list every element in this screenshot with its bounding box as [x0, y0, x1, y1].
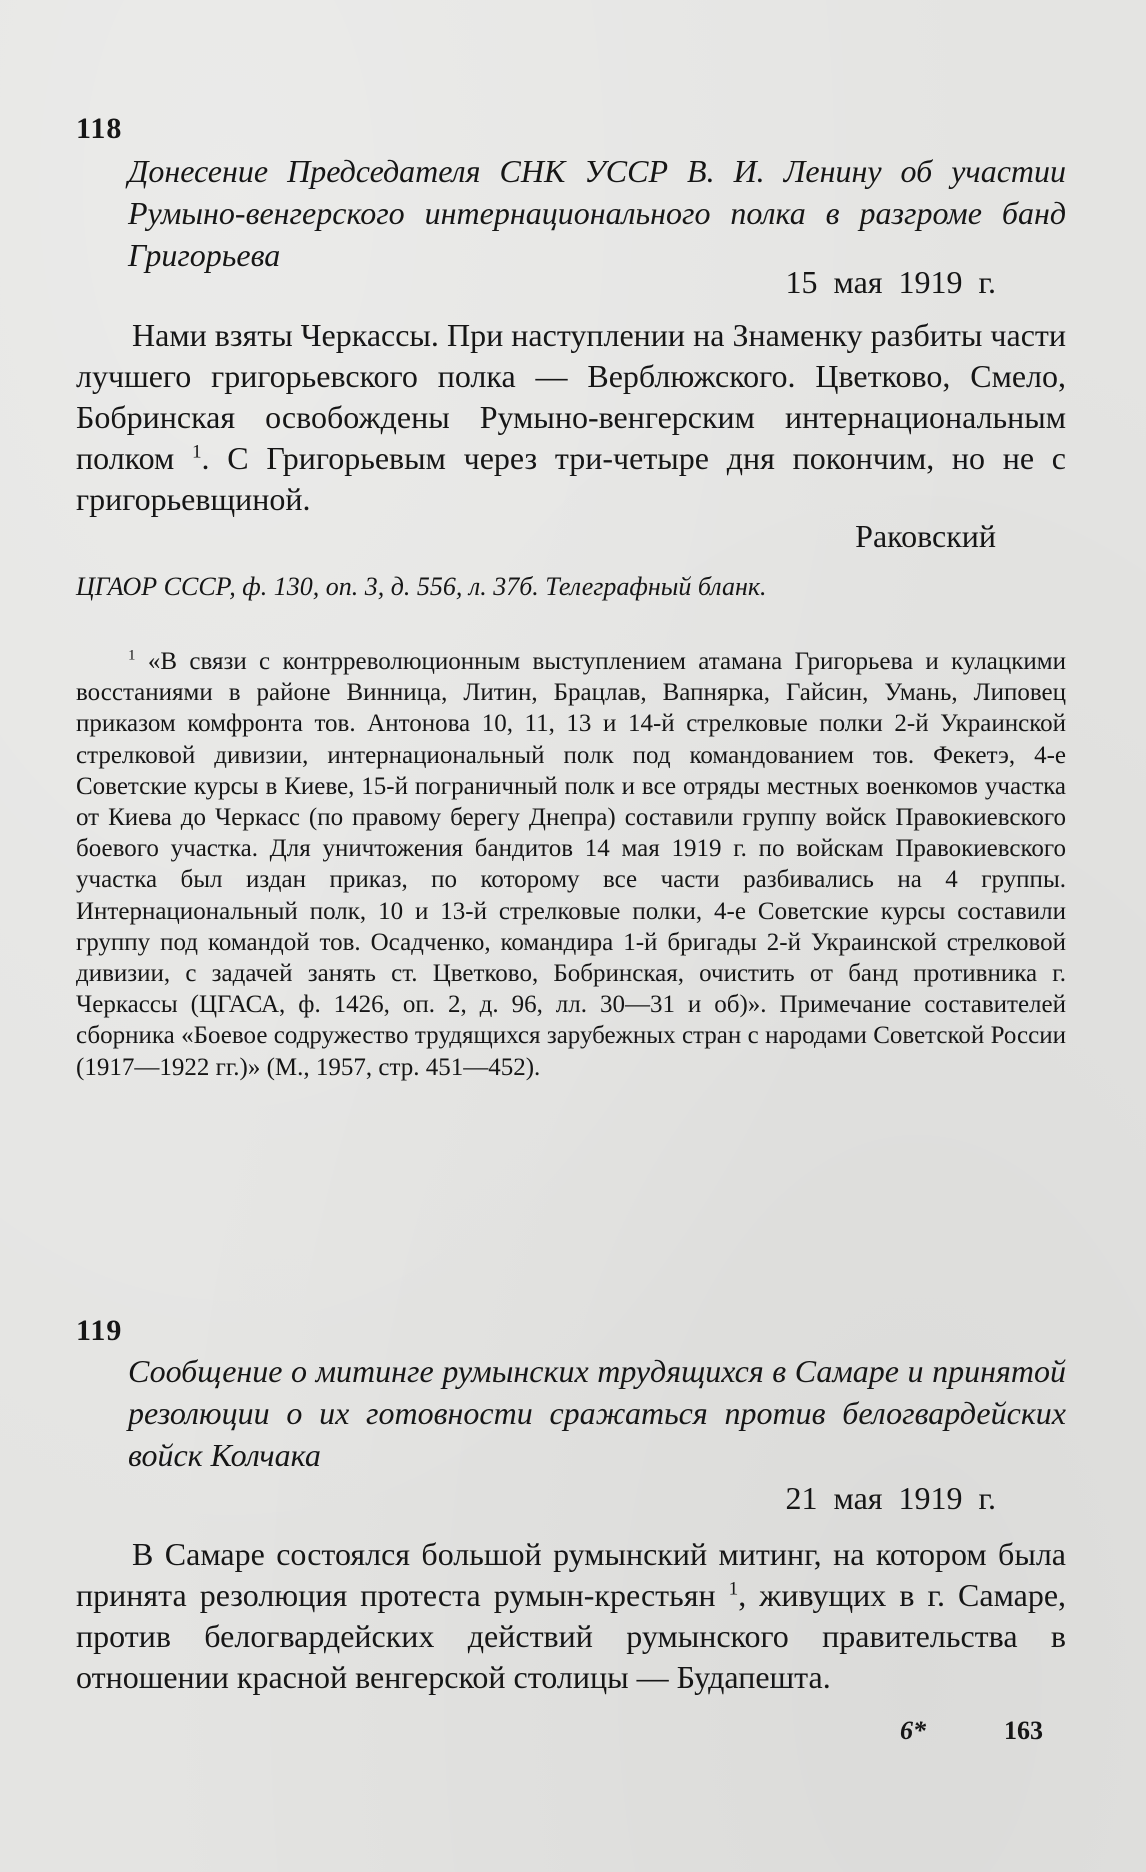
footnote-text: «В связи с контрреволюционным выступлением атамана Григорьева и кулацкими восстаниями в районе Винница, Литин, Брацлав, Вапнярка, Гайсин, Умань, Липовец приказом комфронта тов. Антонова 10, 11, 13 и 14-й стрелковые полки 2-й Украинской стрелковой дивизии, интернациональный полк под командованием тов. Фекетэ, 4-е Советские курсы в Киеве, 15-й пограничный полк и все отряды местных военкомов участка от Киева до Черкасс (по правому берегу Днепра) составили группу войск Правокиевского боевого участка. Для уничтожения бандитов 14 мая 1919 г. по войскам Правокиевского участка был издан приказ, по которому все части разбивались на 4 группы. Интернациональный полк, 10 и 13-й стрелковые полки, 4-е Советские курсы составили группу под командой тов. Осадченко, командира 1-й бригады 2-й Украинской стрелковой дивизии, с задачей занять ст. Цветково, Бобринская, очистить от банд противника г. Черкассы (ЦГАСА, ф. 1426, оп. 2, д. 96, лл. 30—31 и об)». Примечание составителей сборника «Боевое содружество трудящихся зарубежных стран с народами Советской России (1917—1922 гг.)» (М., 1957, стр. 451—452).: [76, 648, 1067, 1081]
body-text-part: . С Григорьевым через три-четыре дня покончим, но не с григорьевщиной.: [76, 440, 1067, 517]
printer-signature-mark: 6*: [900, 1716, 926, 1745]
body-text-part: , живущих в г. Самаре, против белогвардейских действий румынского правительства в отношении красной венгерской столицы — Будапешта.: [76, 1577, 1067, 1695]
body-text-part: В Самаре состоялся большой румынский митинг, на котором была принята резолюция протеста румын-крестьян: [76, 1536, 1066, 1613]
document-date: 15 мая 1919 г.: [785, 264, 996, 300]
footnote-mark: 1: [128, 647, 136, 664]
document-title: Донесение Председателя СНК УССР В. И. Ленину об участии Румыно-венгерского интернационального полка в разгроме банд Григорьева: [128, 153, 1066, 273]
document-date: 21 мая 1919 г.: [785, 1480, 996, 1516]
signature: Раковский: [855, 518, 996, 554]
body-text-part: Нами взяты Черкассы. При наступлении на Знаменку разбиты части лучшего григорьевского полка — Верблюжского. Цветково, Смело, Бобринская освобождены Румыно-венгерским интернациональным полком: [76, 317, 1066, 476]
document-number: 118: [76, 112, 123, 145]
page-number: 163: [1004, 1716, 1043, 1745]
footnote-reference: 1: [728, 1578, 739, 1600]
document-number: 119: [76, 1314, 123, 1347]
document-body: [76, 315, 1066, 520]
footnote-reference: 1: [191, 441, 202, 463]
document-body: [76, 1534, 1066, 1698]
archive-source: ЦГАОР СССР, ф. 130, оп. 3, д. 556, л. 37б. Телеграфный бланк.: [76, 572, 767, 601]
footnote: [76, 646, 1066, 1083]
document-title: Сообщение о митинге румынских трудящихся в Самаре и принятой резолюции о их готовности сражаться против белогвардейских войск Колчака: [128, 1353, 1066, 1473]
